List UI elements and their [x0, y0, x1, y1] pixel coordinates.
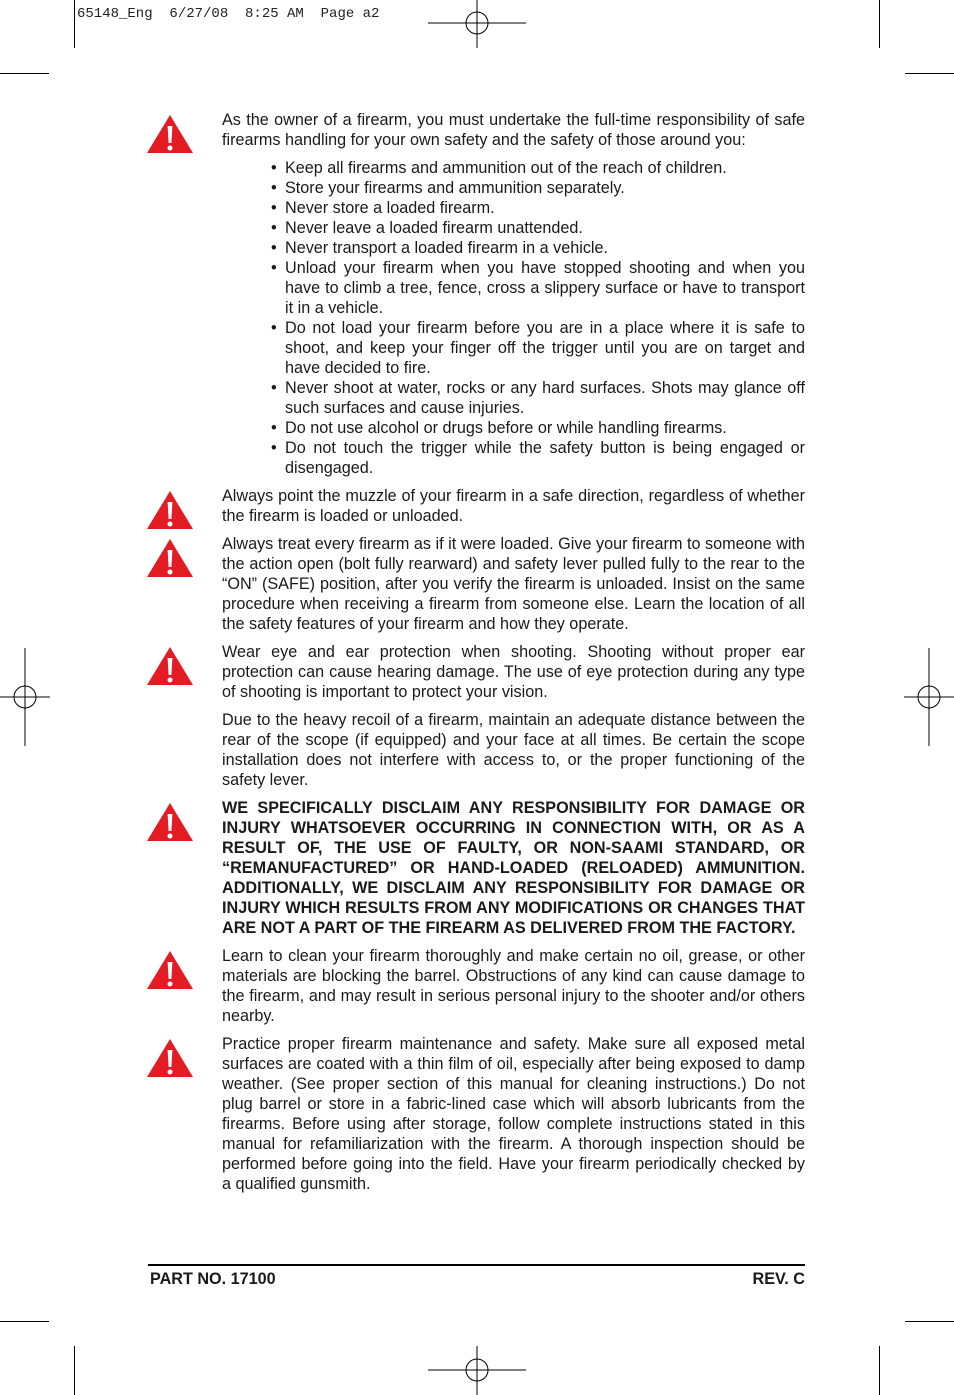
- list-item: • Never store a loaded firearm.: [271, 198, 805, 218]
- paragraph-text: Always treat every firearm as if it were loaded. Give your firearm to someone with the action open (bolt fully rearward) and safety lever pulled fully to the rear to the “ON” (SAFE) position, after you verify the firearm is unloaded. Insist on the same procedure when receiving a firearm from someone else. Learn the location of all the safety features of your firearm and how they operate.: [222, 535, 805, 633]
- list-item: • Never shoot at water, rocks or any hard surfaces. Shots may glance off such surfaces and cause injuries.: [271, 378, 805, 418]
- warning-triangle-icon: [146, 950, 194, 990]
- paragraph-text: Learn to clean your firearm thoroughly and make certain no oil, grease, or other materials are blocking the barrel. Obstructions of any kind can cause damage to the firearm, and may result in serious personal injury to the shooter and/or others nearby.: [222, 947, 805, 1025]
- intro-text: As the owner of a firearm, you must undertake the full-time responsibility of safe firearms handling for your own safety and the safety of those around you:: [222, 111, 805, 149]
- list-item: • Store your firearms and ammunition separately.: [271, 178, 805, 198]
- registration-mark-icon: [428, 0, 526, 48]
- safety-warnings: [222, 110, 805, 1202]
- crop-mark: [905, 1321, 954, 1322]
- list-item: • Never leave a loaded firearm unattended.: [271, 218, 805, 238]
- part-number: PART NO. 17100: [150, 1270, 276, 1288]
- paragraph-text: Wear eye and ear protection when shooting. Shooting without proper ear protection can cause hearing damage. The use of eye protection during any type of shooting is important to protect your vision.: [222, 643, 805, 701]
- warning-treat-as-loaded: [222, 534, 805, 634]
- warning-triangle-icon: [146, 114, 194, 154]
- crop-mark: [879, 0, 880, 48]
- list-item: • Do not use alcohol or drugs before or while handling firearms.: [271, 418, 805, 438]
- registration-mark-icon: [0, 648, 50, 746]
- warning-triangle-icon: [146, 646, 194, 686]
- crop-mark: [905, 73, 954, 74]
- note-recoil-scope: [222, 710, 805, 790]
- warning-eye-ear-protection: [222, 642, 805, 702]
- warning-triangle-icon: [146, 490, 194, 530]
- list-item: • Unload your firearm when you have stopped shooting and when you have to climb a tree, fence, cross a slippery surface or have to transport it in a vehicle.: [271, 258, 805, 318]
- revision: REV. C: [752, 1270, 805, 1288]
- list-item: • Never transport a loaded firearm in a vehicle.: [271, 238, 805, 258]
- warning-intro: [222, 110, 805, 150]
- warning-triangle-icon: [146, 538, 194, 578]
- crop-mark: [0, 1321, 49, 1322]
- warning-disclaimer: [222, 798, 805, 938]
- crop-mark: [879, 1346, 880, 1395]
- paragraph-text: WE SPECIFICALLY DISCLAIM ANY RESPONSIBILITY FOR DAMAGE OR INJURY WHATSOEVER OCCURRING IN CONNECTION WITH, OR AS A RESULT OF, THE USE OF FAULTY, OR NON-SAAMI STANDARD, OR “REMANUFACTURED” OR HAND-LOADED (RELOADED) AMMUNITION. ADDITIONALLY, WE DISCLAIM ANY RESPONSIBILITY FOR DAMAGE OR INJURY WHICH RESULTS FROM ANY MODIFICATIONS OR CHANGES THAT ARE NOT A PART OF THE FIREARM AS DELIVERED FROM THE FACTORY.: [222, 799, 805, 937]
- list-item: • Do not load your firearm before you are in a place where it is safe to shoot, and keep your finger off the trigger until you are on target and have decided to fire.: [271, 318, 805, 378]
- crop-mark: [0, 73, 49, 74]
- print-slug: 65148_Eng 6/27/08 8:25 AM Page a2: [77, 6, 380, 22]
- paragraph-text: Due to the heavy recoil of a firearm, maintain an adequate distance between the rear of the scope (if equipped) and your face at all times. Be certain the scope installation does not interfere with access to, or the proper functioning of the safety lever.: [222, 711, 805, 789]
- warning-maintenance: [222, 1034, 805, 1194]
- registration-mark-icon: [428, 1346, 526, 1395]
- warning-clean-firearm: [222, 946, 805, 1026]
- crop-mark: [74, 0, 75, 48]
- list-item: • Do not touch the trigger while the safety button is being engaged or disengaged.: [271, 438, 805, 478]
- warning-triangle-icon: [146, 802, 194, 842]
- safety-rules-list: [222, 158, 805, 478]
- warning-triangle-icon: [146, 1038, 194, 1078]
- list-item: • Keep all firearms and ammunition out of the reach of children.: [271, 158, 805, 178]
- warning-muzzle-direction: [222, 486, 805, 526]
- paragraph-text: Practice proper firearm maintenance and safety. Make sure all exposed metal surfaces are coated with a thin film of oil, especially after being exposed to damp weather. (See proper section of this manual for cleaning instructions.) Do not plug barrel or store in a fabric-lined case which will absorb lubricants from the firearms. Before using after storage, follow complete instructions stated in this manual for refamiliarization with the firearm. A thorough inspection should be performed before going into the field. Have your firearm periodically checked by a qualified gunsmith.: [222, 1035, 805, 1193]
- footer-divider: [148, 1264, 805, 1266]
- crop-mark: [74, 1346, 75, 1395]
- registration-mark-icon: [904, 648, 954, 746]
- paragraph-text: Always point the muzzle of your firearm in a safe direction, regardless of whether the firearm is loaded or unloaded.: [222, 487, 805, 525]
